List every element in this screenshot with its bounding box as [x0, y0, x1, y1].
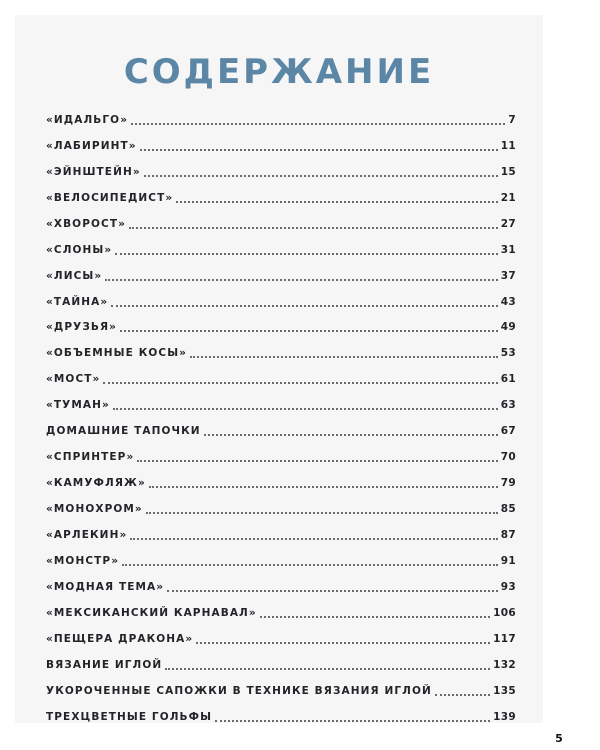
dot-leader: [165, 668, 490, 670]
toc-entry-page: 70: [500, 451, 516, 464]
dot-leader: [176, 201, 498, 203]
toc-entry: [46, 366, 516, 392]
toc-entry-title: «ЭЙНШТЕЙН»: [46, 165, 141, 178]
toc-entry: [46, 470, 516, 496]
toc-entry-title: «МОНСТР»: [46, 554, 120, 567]
toc-entry-title: «ТАЙНА»: [46, 295, 109, 308]
toc-entry-page: 61: [500, 373, 516, 386]
toc-entry-title: «ДРУЗЬЯ»: [46, 321, 118, 334]
toc-entry-title: «ОБЪЕМНЫЕ КОСЫ»: [46, 347, 188, 360]
toc-entry-title: «МЕКСИКАНСКИЙ КАРНАВАЛ»: [46, 606, 257, 619]
toc-entry: [46, 678, 516, 704]
toc-entry-title: «ПЕЩЕРА ДРАКОНА»: [46, 632, 194, 645]
dot-leader: [260, 616, 490, 618]
toc-entry-title: «ЛИСЫ»: [46, 269, 103, 282]
toc-entry: [46, 340, 516, 366]
toc-entry-page: 49: [500, 321, 516, 334]
toc-entry: [46, 289, 516, 315]
toc-entry-title: ДОМАШНИЕ ТАПОЧКИ: [46, 425, 201, 438]
toc-entry-page: 87: [500, 528, 516, 541]
toc-entry-page: 63: [500, 399, 516, 412]
toc-entry-title: «ЛАБИРИНТ»: [46, 139, 137, 152]
toc-entry: [46, 652, 516, 678]
toc-entry: [46, 574, 516, 600]
dot-leader: [435, 694, 490, 696]
toc-entry-page: 139: [493, 710, 516, 723]
toc-entry: [46, 133, 516, 159]
toc-entry: [46, 392, 516, 418]
toc-entry-page: 21: [500, 191, 516, 204]
toc-entry: [46, 704, 516, 730]
toc-entry: [46, 418, 516, 444]
toc-entry: [46, 444, 516, 470]
toc-entry: [46, 548, 516, 574]
toc-entry: [46, 185, 516, 211]
toc-entry-page: 67: [500, 425, 516, 438]
toc-entry-page: 85: [500, 503, 516, 516]
toc-entry-title: «ТУМАН»: [46, 399, 110, 412]
toc-entry-title: «КАМУФЛЯЖ»: [46, 477, 146, 490]
toc-entry-page: 7: [508, 113, 516, 126]
toc-entry-title: ТРЕХЦВЕТНЫЕ ГОЛЬФЫ: [46, 710, 213, 723]
toc-entry: [46, 315, 516, 341]
toc-entry-title: «МОСТ»: [46, 373, 101, 386]
dot-leader: [146, 512, 498, 514]
toc-entry-page: 15: [500, 165, 516, 178]
toc-entry-title: «МОНОХРОМ»: [46, 503, 143, 516]
toc-entry: [46, 237, 516, 263]
dot-leader: [122, 564, 498, 566]
toc-entry: [46, 211, 516, 237]
toc-entry-page: 79: [500, 477, 516, 490]
dot-leader: [190, 356, 498, 358]
toc-entry: [46, 263, 516, 289]
toc-entry: [46, 626, 516, 652]
toc-entry-title: ВЯЗАНИЕ ИГЛОЙ: [46, 658, 163, 671]
dot-leader: [196, 642, 490, 644]
dot-leader: [144, 175, 498, 177]
dot-leader: [137, 460, 497, 462]
toc-entry-page: 93: [500, 580, 516, 593]
toc-entry-title: «ХВОРОСТ»: [46, 217, 126, 230]
toc-entry-page: 11: [500, 139, 516, 152]
toc-entry: [46, 600, 516, 626]
toc-entry-title: «СПРИНТЕР»: [46, 451, 135, 464]
toc-entry-page: 117: [493, 632, 516, 645]
toc-entry-page: 132: [493, 658, 516, 671]
dot-leader: [130, 538, 497, 540]
toc-entry: [46, 159, 516, 185]
toc-entry-page: 31: [500, 243, 516, 256]
toc-entry-title: «АРЛЕКИН»: [46, 528, 128, 541]
toc-entry-page: 27: [500, 217, 516, 230]
toc-entry-title: УКОРОЧЕННЫЕ САПОЖКИ В ТЕХНИКЕ ВЯЗАНИЯ ИГЛОЙ: [46, 684, 432, 697]
dot-leader: [115, 253, 497, 255]
dot-leader: [105, 279, 498, 281]
dot-leader: [111, 305, 498, 307]
toc-entry-title: «ВЕЛОСИПЕДИСТ»: [46, 191, 174, 204]
dot-leader: [113, 408, 498, 410]
table-of-contents: [46, 107, 516, 730]
dot-leader: [149, 486, 498, 488]
dot-leader: [120, 330, 498, 332]
toc-entry-title: «СЛОНЫ»: [46, 243, 113, 256]
toc-entry-title: «ИДАЛЬГО»: [46, 113, 129, 126]
toc-entry-page: 53: [500, 347, 516, 360]
toc-entry: [46, 107, 516, 133]
toc-entry: [46, 522, 516, 548]
dot-leader: [215, 720, 490, 722]
dot-leader: [167, 590, 498, 592]
toc-entry: [46, 496, 516, 522]
toc-entry-page: 37: [500, 269, 516, 282]
toc-entry-page: 91: [500, 554, 516, 567]
toc-entry-page: 106: [493, 606, 516, 619]
dot-leader: [103, 382, 497, 384]
toc-entry-page: 135: [493, 684, 516, 697]
page-title: СОДЕРЖАНИЕ: [123, 52, 435, 92]
dot-leader: [129, 227, 498, 229]
toc-entry-title: «МОДНАЯ ТЕМА»: [46, 580, 165, 593]
dot-leader: [140, 149, 498, 151]
page-number: 5: [555, 732, 563, 745]
dot-leader: [204, 434, 498, 436]
toc-entry-page: 43: [500, 295, 516, 308]
dot-leader: [131, 123, 505, 125]
